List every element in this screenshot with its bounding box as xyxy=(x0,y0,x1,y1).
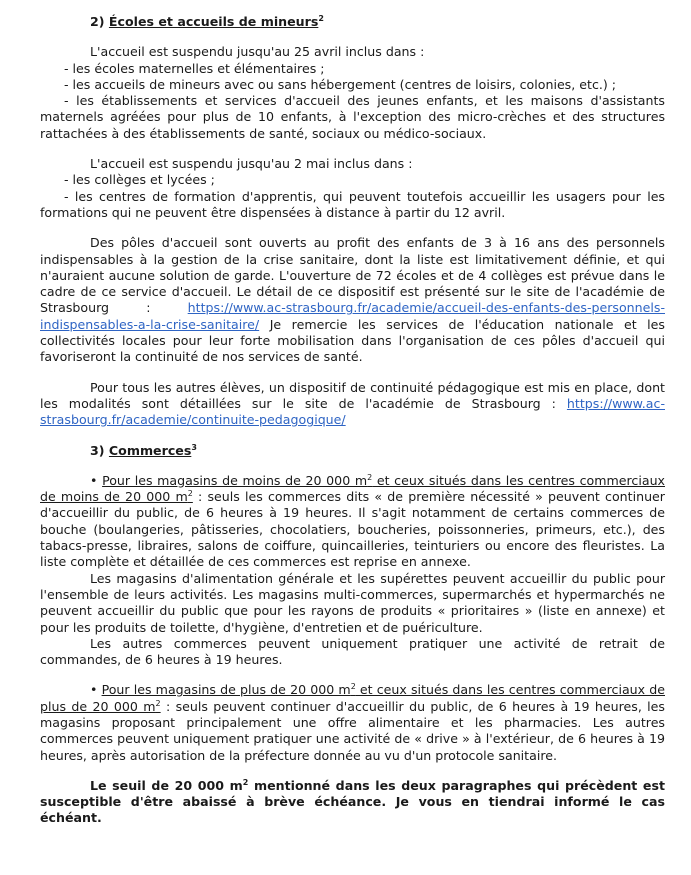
bullet: • xyxy=(90,472,103,488)
section-2-number: 2) xyxy=(90,14,105,29)
paragraph-text: Je remercie les services de l'éducation nationale et les collectivités locales pour leur forte mobilisation dans l'organisation de ces pôles d'accueil qui favoriseront la continuité de nos services de santé. xyxy=(40,316,665,365)
paragraph-plus-20000 xyxy=(40,682,665,763)
list-item: - les collèges et lycées ; xyxy=(64,172,215,188)
paragraph-text: : seuls peuvent continuer d'accueillir du public, de 6 heures à 19 heures, les magasins proposant principalement une offre alimentaire et les pharmacies. Les autres commerces peuvent uniquement pratiquer une activité de « drive » à l'extérieur, de 6 heures à 19 heures, après autorisation de la préfecture donnée au vu d'un protocole sanitaire. xyxy=(40,698,665,763)
list-item: - les centres de formation d'apprentis, qui peuvent toutefois accueillir les usagers pour les formations qui ne peuvent être dispensées à distance à partir du 12 avril. xyxy=(40,188,665,220)
paragraph-alimentation: Les magasins d'alimentation générale et les supérettes peuvent accueillir du public pour l'ensemble de leurs activités. Les magasins multi-commerces, supermarchés et hypermarchés ne peuvent accueillir du public que pour les rayons de produits « prioritaires » (liste en annexe) et pour les produits de toilette, d'hygiène, d'entretien et de puériculture. xyxy=(40,570,665,635)
section-2-heading xyxy=(40,14,665,30)
paragraph-text: Pour tous les autres élèves, un dispositif de continuité pédagogique est mis en place, dont les modalités sont détaillées sur le site de l'académie de Strasbourg : xyxy=(40,379,665,411)
intro-2-mai: L'accueil est suspendu jusqu'au 2 mai inclus dans : xyxy=(90,156,413,172)
section-3-footnote-ref: 3 xyxy=(191,442,197,452)
underlined-text: Pour les magasins de plus de 20 000 $m^2$ et ceux situés dans les centres commerciaux de plus de 20 000 $m^2$ xyxy=(40,682,665,714)
link-accueil-enfants[interactable]: https://www.ac-strasbourg.fr/academie/accueil-des-enfants-des-personnels-indispensables-a-la-crise-sanitaire/ xyxy=(40,300,665,332)
section-2-title: Écoles et accueils de mineurs xyxy=(108,14,319,29)
paragraph-poles-accueil xyxy=(40,235,665,365)
document-page xyxy=(40,0,665,827)
paragraph-retrait: Les autres commerces peuvent uniquement pratiquer une activité de retrait de commandes, de 6 heures à 19 heures. xyxy=(40,635,665,668)
list-item: - les établissements et services d'accueil des jeunes enfants, et les maisons d'assistants maternels agréées pour plus de 10 enfants, à l'exception des micro-crèches et des structures rattachées à des établissements de santé, sociaux ou médico-sociaux. xyxy=(40,93,665,141)
section-2-footnote-ref: 2 xyxy=(318,13,324,23)
bullet: • xyxy=(90,682,102,698)
paragraph-continuite xyxy=(40,380,665,429)
section-3-number: 3) xyxy=(90,442,105,458)
list-item: - les accueils de mineurs avec ou sans hébergement (centres de loisirs, colonies, etc.) ; xyxy=(64,76,617,92)
section-3-title: Commerces xyxy=(108,442,192,458)
paragraph-text: Des pôles d'accueil sont ouverts au profit des enfants de 3 à 16 ans des personnels indispensables à la gestion de la crise sanitaire, dont la liste est limitativement définie, et qui n'auraient aucune solution de garde. L'ouverture de 72 écoles et de 4 collèges est prévue dans le cadre de ce service d'accueil. Le détail de ce dispositif est présenté sur le site de l'académie de Strasbourg : xyxy=(40,235,665,316)
link-continuite-pedagogique[interactable]: https://www.ac-strasbourg.fr/academie/continuite-pedagogique/ xyxy=(40,395,665,428)
paragraph-seuil: Le seuil de 20 000 $m^2$ mentionné dans les deux paragraphes qui précèdent est susceptible d'être abaissé à brève échéance. Je vous en tiendrai informé le cas échéant. xyxy=(40,777,665,826)
section-3-heading xyxy=(40,443,665,459)
list-item: - les écoles maternelles et élémentaires ; xyxy=(64,60,325,76)
underlined-text: Pour les magasins de moins de 20 000 $m^2$ et ceux situés dans les centres commerciaux de moins de 20 000 $m^2$ xyxy=(40,472,666,505)
intro-25-avril: L'accueil est suspendu jusqu'au 25 avril inclus dans : xyxy=(90,44,425,60)
paragraph-moins-20000 xyxy=(40,473,665,571)
paragraph-text: : seuls les commerces dits « de première nécessité » peuvent continuer d'accueillir du public, de 6 heures à 19 heures. Il s'agit notamment de certains commerces de bouche (boulangeries, pâtisseries, chocolatiers, boucheries, poissonneries, primeurs, etc.), des tabacs-presse, libraires, salons de coiffure, quincailleries, teinturiers ou encore des fleuristes. La liste complète et détaillée de ces commerces est reprise en annexe. xyxy=(40,489,665,570)
